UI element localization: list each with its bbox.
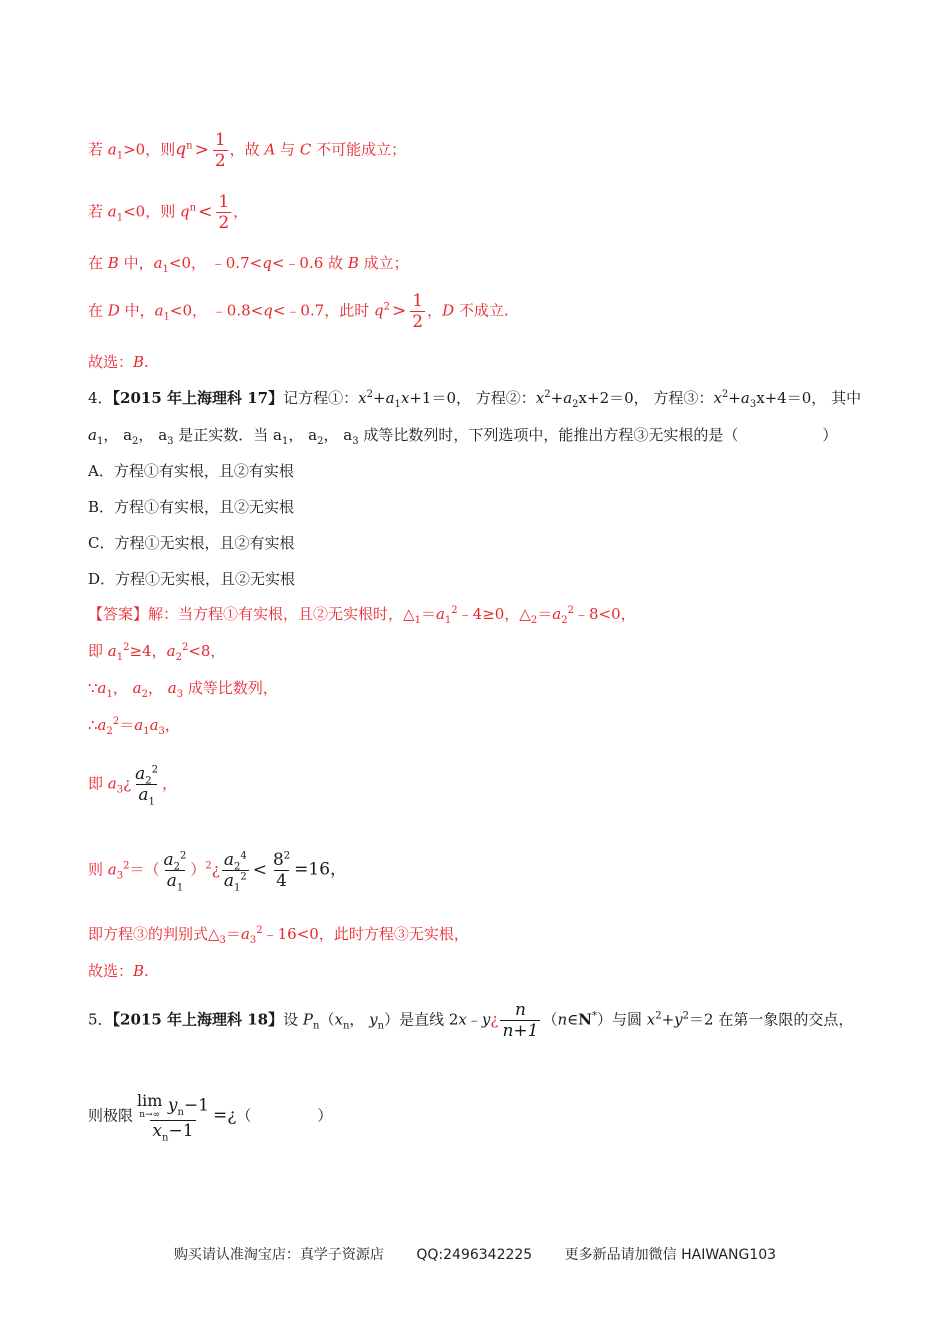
- text: 成立；: [358, 254, 409, 272]
- text: ，: [427, 301, 443, 320]
- var: x: [535, 389, 545, 407]
- text: ）是直线 2: [384, 1010, 459, 1029]
- var: a: [163, 850, 174, 870]
- subscript: 3: [158, 726, 165, 737]
- superscript: 2: [205, 860, 212, 872]
- subscript: 2: [561, 615, 568, 626]
- text: 成等比数列，: [183, 679, 278, 697]
- var: y: [481, 1010, 491, 1029]
- var: a: [435, 605, 445, 623]
- superscript: *: [591, 1010, 597, 1022]
- text: 解：当方程①有实根，且②无实根时，△: [148, 605, 415, 623]
- footer-qq: QQ:2496342225: [416, 1247, 533, 1263]
- text: （: [319, 1010, 335, 1029]
- numerator: [271, 850, 292, 870]
- var: n+1: [502, 1021, 539, 1041]
- text: 中，: [118, 254, 154, 272]
- var: a: [154, 301, 164, 320]
- var: D: [442, 301, 455, 320]
- text: 与: [275, 140, 300, 159]
- text: ）: [822, 426, 838, 444]
- lim-text: lim: [137, 1091, 163, 1110]
- subscript: 3: [249, 935, 257, 946]
- text: <0， ﹣0.8<: [169, 301, 264, 320]
- subscript: 3: [352, 436, 359, 447]
- text: （: [542, 1010, 558, 1029]
- var: a: [385, 389, 395, 407]
- text: ¿: [490, 1010, 499, 1029]
- answer-line-3: [88, 253, 409, 273]
- var: q: [374, 301, 384, 320]
- text: ）: [317, 1106, 333, 1125]
- text: ，: [349, 1010, 370, 1029]
- text: ，: [162, 774, 178, 793]
- text: 在: [88, 301, 108, 320]
- var: B: [133, 353, 145, 371]
- numerator: [513, 1000, 528, 1020]
- var: a: [240, 925, 250, 943]
- var: q: [175, 139, 187, 160]
- footer-shop: 购买请认准淘宝店：真学子资源店: [173, 1247, 384, 1263]
- text: ， a: [288, 426, 318, 444]
- text: 故选：: [88, 353, 134, 371]
- operator: >: [392, 300, 407, 321]
- var: x: [400, 389, 410, 407]
- subscript: 1: [414, 615, 421, 626]
- subscript: 2: [106, 726, 113, 737]
- limit-fraction: [135, 1091, 211, 1144]
- limit-operator: [137, 1092, 162, 1120]
- answer-line-2: [88, 192, 248, 233]
- text: x+4＝0， 其中: [756, 389, 862, 407]
- denominator: [500, 1020, 540, 1041]
- question-5-line-1: [88, 1000, 853, 1041]
- text: 在: [88, 254, 108, 272]
- text: +: [728, 389, 741, 407]
- var: q: [263, 301, 273, 320]
- var: a: [223, 850, 234, 870]
- numerator: [135, 1092, 211, 1120]
- text: <0， ﹣0.7<: [168, 254, 263, 272]
- subscript: 3: [176, 689, 184, 700]
- text: ＝: [119, 716, 135, 734]
- answer-4-line-1: [88, 604, 636, 624]
- text: −1: [183, 1095, 209, 1116]
- text: 不成立.: [454, 301, 509, 320]
- subscript: 1: [106, 689, 113, 700]
- numerator: [133, 764, 160, 787]
- text: +: [661, 1010, 675, 1029]
- superscript: n: [189, 202, 197, 214]
- text: ﹣16<0，此时方程③无实根，: [262, 925, 469, 943]
- subscript: 1: [163, 311, 170, 323]
- subscript: n: [313, 1020, 320, 1032]
- question-4-line-2: [88, 425, 837, 445]
- operator: >: [194, 139, 209, 160]
- var: x: [458, 1010, 467, 1029]
- superscript: 2: [123, 642, 130, 653]
- subscript: 3: [749, 399, 757, 410]
- text: 即方程③的判别式△: [88, 925, 220, 943]
- superscript: 2: [544, 389, 551, 400]
- subscript: 2: [530, 615, 538, 626]
- subscript: 1: [394, 399, 401, 410]
- lim-subscript: n→∞: [139, 1110, 161, 1120]
- text: .: [144, 962, 149, 980]
- var: y: [167, 1095, 178, 1116]
- subscript: n: [177, 1106, 184, 1118]
- question-number: 5．: [88, 1010, 113, 1029]
- text: ＝: [225, 925, 241, 943]
- fraction: [222, 850, 249, 894]
- denominator: 4: [276, 871, 287, 891]
- text: ¿: [211, 860, 220, 879]
- text: （: [236, 1106, 252, 1125]
- text: 若: [88, 202, 108, 221]
- answer-4-line-7: [88, 924, 469, 944]
- text: ﹣: [466, 1010, 482, 1029]
- superscript: 2: [283, 850, 291, 862]
- var: a: [107, 202, 117, 221]
- fraction: [500, 1000, 540, 1041]
- denominator: 2: [412, 312, 424, 332]
- subscript: 2: [317, 436, 324, 447]
- var: B: [347, 254, 359, 272]
- text: ∴: [88, 716, 98, 734]
- superscript: 2: [181, 642, 189, 653]
- subscript: 2: [233, 861, 241, 873]
- var: a: [97, 679, 107, 697]
- subscript: n: [162, 1132, 169, 1144]
- subscript: 3: [116, 784, 124, 796]
- var: A: [264, 140, 276, 159]
- answer-4-choice: [88, 961, 149, 981]
- answer-4-line-3: [88, 678, 278, 698]
- subscript: 1: [116, 150, 124, 162]
- text: +: [372, 389, 386, 407]
- question-source: 【2015 年上海理科 17】: [112, 389, 284, 407]
- var: a: [149, 716, 159, 734]
- footer-wechat: 更多新品请加微信 HAIWANG103: [564, 1247, 777, 1263]
- denominator: 2: [218, 213, 230, 233]
- subscript: 1: [148, 796, 155, 808]
- subscript: 2: [145, 775, 152, 787]
- text: ﹣4≥0，△: [457, 605, 531, 623]
- text: ＝（: [129, 860, 160, 879]
- text: ， a: [138, 426, 168, 444]
- text: 故选：: [88, 962, 134, 980]
- text: 记方程①：: [283, 389, 359, 407]
- fraction: [216, 192, 231, 233]
- var: x: [713, 389, 722, 407]
- text: 成等比数列时，下列选项中，能推出方程③无实根的是（: [358, 426, 739, 444]
- var: x: [646, 1010, 656, 1029]
- superscript: 2: [123, 860, 130, 872]
- numerator: 1: [218, 192, 230, 212]
- subscript: 2: [173, 861, 181, 873]
- text: <﹣0.7，此时: [272, 301, 375, 320]
- fraction: [213, 130, 228, 171]
- var: a: [135, 764, 146, 784]
- option-c: C．方程①无实根，且②有实根: [88, 534, 295, 552]
- answer-4-line-2: [88, 641, 225, 661]
- operator: <: [252, 859, 267, 880]
- superscript: 2: [567, 605, 574, 616]
- var: a: [138, 785, 149, 805]
- fraction: [162, 850, 189, 894]
- question-source: 【2015 年上海理科 18】: [112, 1010, 284, 1029]
- var: q: [262, 254, 272, 272]
- text: <0，则: [123, 202, 180, 221]
- superscript: 2: [721, 389, 729, 400]
- var: a: [107, 140, 117, 159]
- var: x: [334, 1010, 343, 1029]
- text: ）: [190, 860, 206, 879]
- answer-label: 【答案】: [88, 605, 149, 623]
- var: a: [107, 774, 117, 793]
- var: B: [133, 962, 145, 980]
- text: +1＝0， 方程②：: [409, 389, 536, 407]
- denominator: [136, 784, 157, 808]
- question-5-line-2: [88, 1091, 333, 1144]
- text: ，: [164, 716, 180, 734]
- superscript: 2: [151, 764, 159, 776]
- text: 中，: [119, 301, 155, 320]
- number: 8: [272, 850, 284, 870]
- var: q: [180, 202, 190, 221]
- answer-4-line-6: [88, 850, 348, 894]
- text: 若: [88, 140, 108, 159]
- subscript: 1: [116, 212, 124, 224]
- subscript: 1: [143, 726, 150, 737]
- fraction: [271, 850, 292, 891]
- var: x: [358, 389, 367, 407]
- superscript: 2: [655, 1010, 662, 1022]
- text: 即: [88, 774, 108, 793]
- text: ＝2 在第一象限的交点，: [689, 1010, 854, 1029]
- option-a: A．方程①有实根，且②有实根: [88, 462, 294, 480]
- subscript: 1: [282, 436, 289, 447]
- option-b: B．方程①有实根，且②无实根: [88, 498, 295, 516]
- page-footer: [0, 1244, 950, 1264]
- numerator: [162, 850, 189, 873]
- subscript: 1: [96, 436, 104, 447]
- denominator: [222, 870, 249, 894]
- superscript: 2: [256, 925, 263, 936]
- text: ¿: [123, 774, 132, 793]
- numerator: [222, 850, 249, 873]
- var: a: [132, 679, 142, 697]
- superscript: 2: [180, 850, 187, 862]
- var: D: [107, 301, 120, 320]
- text: ， a: [323, 426, 353, 444]
- text: ＝: [537, 605, 553, 623]
- text: 设: [283, 1010, 303, 1029]
- denominator: [150, 1120, 195, 1144]
- denominator: 2: [214, 151, 226, 171]
- text: 即: [88, 642, 108, 660]
- subscript: n: [377, 1020, 385, 1032]
- var: B: [107, 254, 119, 272]
- text: .: [144, 353, 149, 371]
- text: 则极限: [88, 1106, 134, 1125]
- subscript: 2: [175, 652, 182, 663]
- superscript: 2: [366, 389, 373, 400]
- var: a: [107, 860, 117, 879]
- text: 是正实数．当 a: [173, 426, 282, 444]
- question-4-line-1: [88, 388, 861, 408]
- subscript: n: [342, 1020, 350, 1032]
- var: y: [369, 1010, 378, 1029]
- var: a: [153, 254, 163, 272]
- var: a: [552, 605, 562, 623]
- superscript: 2: [112, 716, 120, 727]
- superscript: 2: [240, 871, 247, 883]
- set-symbol: N: [578, 1010, 592, 1029]
- text: ，: [233, 202, 249, 221]
- text: ， a: [103, 426, 133, 444]
- text: ，故: [229, 140, 265, 159]
- numerator: 1: [214, 130, 226, 150]
- answer-choice-line: [88, 352, 149, 372]
- text: >0，则: [123, 140, 176, 159]
- superscript: 2: [383, 301, 391, 313]
- var: n: [557, 1010, 568, 1029]
- numerator: 1: [412, 291, 424, 311]
- var: a: [563, 389, 573, 407]
- answer-line-4: [88, 291, 509, 332]
- subscript: 1: [444, 615, 452, 626]
- subscript: 3: [219, 935, 226, 946]
- fraction: [133, 764, 160, 808]
- option-d: D．方程①无实根，且②无实根: [88, 570, 296, 588]
- fraction: [410, 291, 425, 332]
- subscript: 2: [132, 436, 139, 447]
- subscript: 3: [116, 870, 124, 882]
- var: a: [167, 679, 177, 697]
- var: C: [299, 140, 312, 159]
- text: <﹣0.6 故: [271, 254, 348, 272]
- superscript: n: [186, 140, 193, 152]
- var: x: [152, 1121, 163, 1141]
- superscript: 2: [682, 1010, 690, 1022]
- operator: <: [198, 201, 213, 222]
- subscript: 3: [167, 436, 174, 447]
- subscript: 1: [162, 264, 169, 275]
- text: −1: [168, 1121, 194, 1141]
- text: ≥4，: [129, 642, 167, 660]
- superscript: 2: [451, 605, 458, 616]
- text: ）与圆: [596, 1010, 647, 1029]
- question-number: 4．: [88, 389, 113, 407]
- text: ∵: [88, 679, 98, 697]
- var: a: [134, 716, 144, 734]
- var: a: [88, 426, 97, 444]
- subscript: 1: [176, 882, 184, 894]
- subscript: 2: [572, 399, 579, 410]
- var: a: [97, 716, 107, 734]
- text: =16，: [294, 859, 348, 880]
- text: <8，: [188, 642, 226, 660]
- text: =¿: [212, 1105, 237, 1126]
- text: +: [550, 389, 564, 407]
- text: ﹣8<0，: [573, 605, 636, 623]
- answer-4-line-5: [88, 764, 178, 808]
- text: x+2＝0， 方程③：: [578, 389, 714, 407]
- text: 则: [88, 860, 108, 879]
- subscript: 2: [141, 689, 148, 700]
- var: y: [674, 1010, 683, 1029]
- var: a: [740, 389, 750, 407]
- var: a: [107, 642, 117, 660]
- answer-4-line-4: [88, 715, 180, 735]
- var: a: [166, 642, 176, 660]
- var: P: [302, 1010, 313, 1029]
- text: ，: [147, 679, 168, 697]
- denominator: [165, 870, 186, 894]
- var: n: [514, 1000, 526, 1020]
- text: ∈: [567, 1010, 579, 1029]
- var: a: [166, 871, 177, 891]
- subscript: 1: [116, 652, 124, 663]
- text: ，: [112, 679, 133, 697]
- subscript: 1: [233, 882, 241, 894]
- answer-line-1: [88, 130, 406, 171]
- var: a: [223, 871, 234, 891]
- text: 不可能成立；: [311, 140, 407, 159]
- superscript: 4: [240, 850, 247, 862]
- text: ＝: [420, 605, 436, 623]
